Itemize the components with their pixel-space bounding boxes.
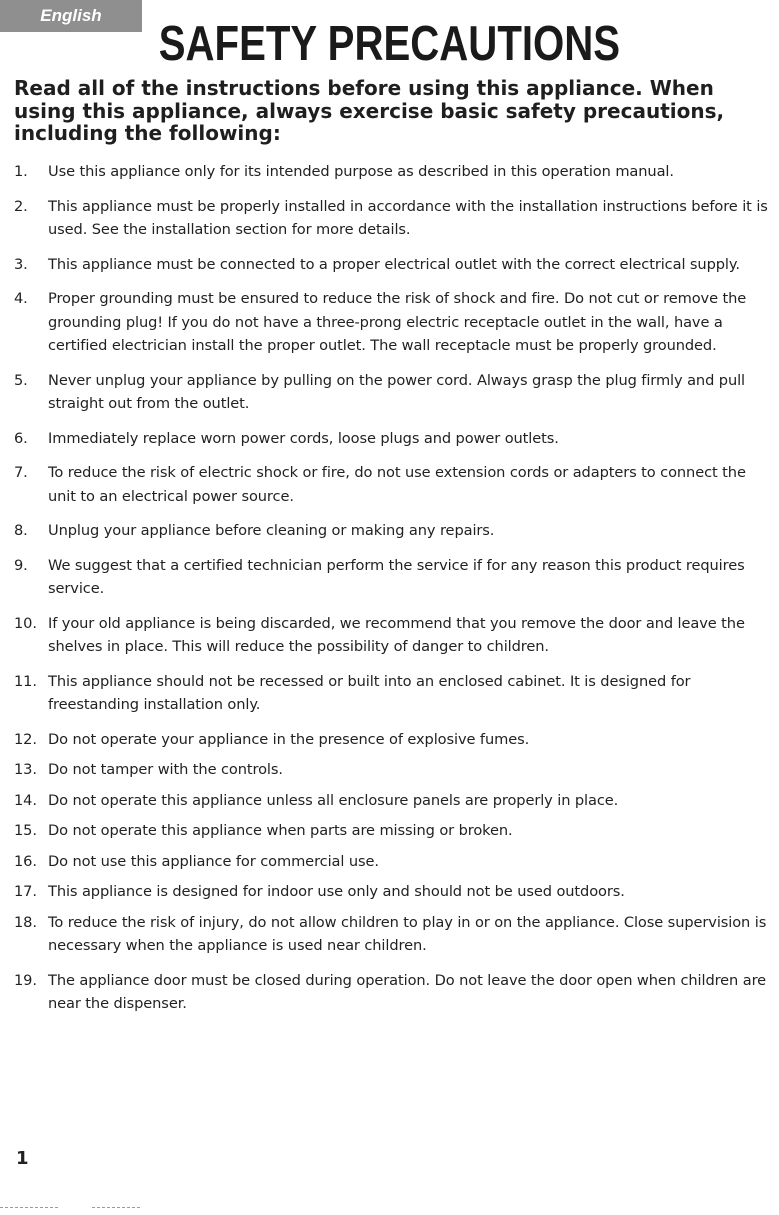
item-text: Immediately replace worn power cords, loose plugs and power outlets.	[48, 429, 559, 447]
list-item	[14, 850, 774, 874]
item-text: The appliance door must be closed during operation. Do not leave the door open when children are near the dispenser.	[48, 971, 767, 1012]
item-number: 13.	[14, 761, 37, 778]
item-number: 11.	[14, 672, 37, 690]
item-text: Unplug your appliance before cleaning or making any repairs.	[48, 522, 495, 539]
list-item	[14, 253, 774, 277]
item-text: Do not operate this appliance unless all enclosure panels are properly in place.	[48, 791, 619, 809]
item-number: 10.	[14, 614, 37, 632]
list-item	[14, 160, 774, 184]
list-item	[14, 461, 774, 508]
item-text: We suggest that a certified technician perform the service if for any reason this product requires service.	[48, 556, 745, 597]
footer-divider	[0, 1207, 58, 1209]
item-number: 5.	[14, 371, 28, 389]
item-number: 12.	[14, 730, 37, 748]
item-number: 9.	[14, 556, 28, 574]
list-item	[14, 969, 774, 1016]
list-item	[14, 612, 774, 659]
item-text: Do not use this appliance for commercial use.	[48, 852, 379, 870]
item-number: 15.	[14, 822, 37, 839]
item-text: To reduce the risk of electric shock or fire, do not use extension cords or adapters to connect the unit to an electrical power source.	[48, 464, 746, 505]
list-item	[14, 911, 774, 958]
list-item	[14, 519, 774, 543]
item-number: 7.	[14, 464, 28, 481]
item-text: Do not operate your appliance in the presence of explosive fumes.	[48, 730, 530, 748]
item-number: 4.	[14, 290, 28, 307]
item-text: Do not tamper with the controls.	[48, 761, 283, 778]
item-number: 8.	[14, 522, 28, 539]
item-text: To reduce the risk of injury, do not allow children to play in or on the appliance. Close supervision is necessary when the appliance is used near children.	[48, 913, 767, 954]
item-text: If your old appliance is being discarded, we recommend that you remove the door and leave the shelves in place. This will reduce the possibility of danger to children.	[48, 614, 745, 655]
item-number: 19.	[14, 971, 37, 989]
list-item	[14, 789, 774, 813]
item-number: 14.	[14, 791, 37, 809]
item-text: This appliance should not be recessed or built into an enclosed cabinet. It is designed for freestanding installation only.	[48, 672, 691, 713]
page-title: SAFETY PRECAUTIONS	[158, 17, 621, 71]
list-item	[14, 758, 774, 782]
precautions-list	[14, 160, 774, 1027]
list-item	[14, 427, 774, 451]
list-item	[14, 287, 774, 358]
item-text: Proper grounding must be ensured to reduce the risk of shock and fire. Do not cut or remove the grounding plug! If you do not have a three-prong electric receptacle outlet in the wall, have a certified electrician install the proper outlet. The wall receptacle must be properly grounded.	[48, 290, 747, 354]
list-item	[14, 554, 774, 601]
intro-paragraph: Read all of the instructions before using this appliance. When using this appliance, always exercise basic safety precautions, including the following:	[14, 76, 725, 145]
item-number: 1.	[14, 163, 28, 180]
item-text: This appliance must be properly installed in accordance with the installation instructions before it is used. See the installation section for more details.	[48, 197, 768, 238]
item-text: This appliance is designed for indoor use only and should not be used outdoors.	[48, 883, 625, 900]
item-number: 16.	[14, 852, 37, 870]
list-item	[14, 195, 774, 242]
item-number: 18.	[14, 913, 37, 931]
item-text: Do not operate this appliance when parts are missing or broken.	[48, 822, 513, 839]
item-number: 2.	[14, 197, 28, 215]
item-number: 3.	[14, 255, 28, 273]
list-item	[14, 369, 774, 416]
list-item	[14, 880, 774, 904]
item-text: Use this appliance only for its intended purpose as described in this operation manual.	[48, 163, 674, 180]
language-tab: English	[0, 0, 142, 32]
item-number: 6.	[14, 429, 28, 447]
list-item	[14, 670, 774, 717]
item-number: 17.	[14, 883, 37, 900]
list-item	[14, 819, 774, 843]
item-text: This appliance must be connected to a proper electrical outlet with the correct electrical supply.	[48, 255, 740, 273]
page-number: 1	[16, 1148, 29, 1169]
list-item	[14, 728, 774, 752]
footer-divider	[92, 1207, 140, 1209]
item-text: Never unplug your appliance by pulling on the power cord. Always grasp the plug firmly and pull straight out from the outlet.	[48, 371, 746, 412]
